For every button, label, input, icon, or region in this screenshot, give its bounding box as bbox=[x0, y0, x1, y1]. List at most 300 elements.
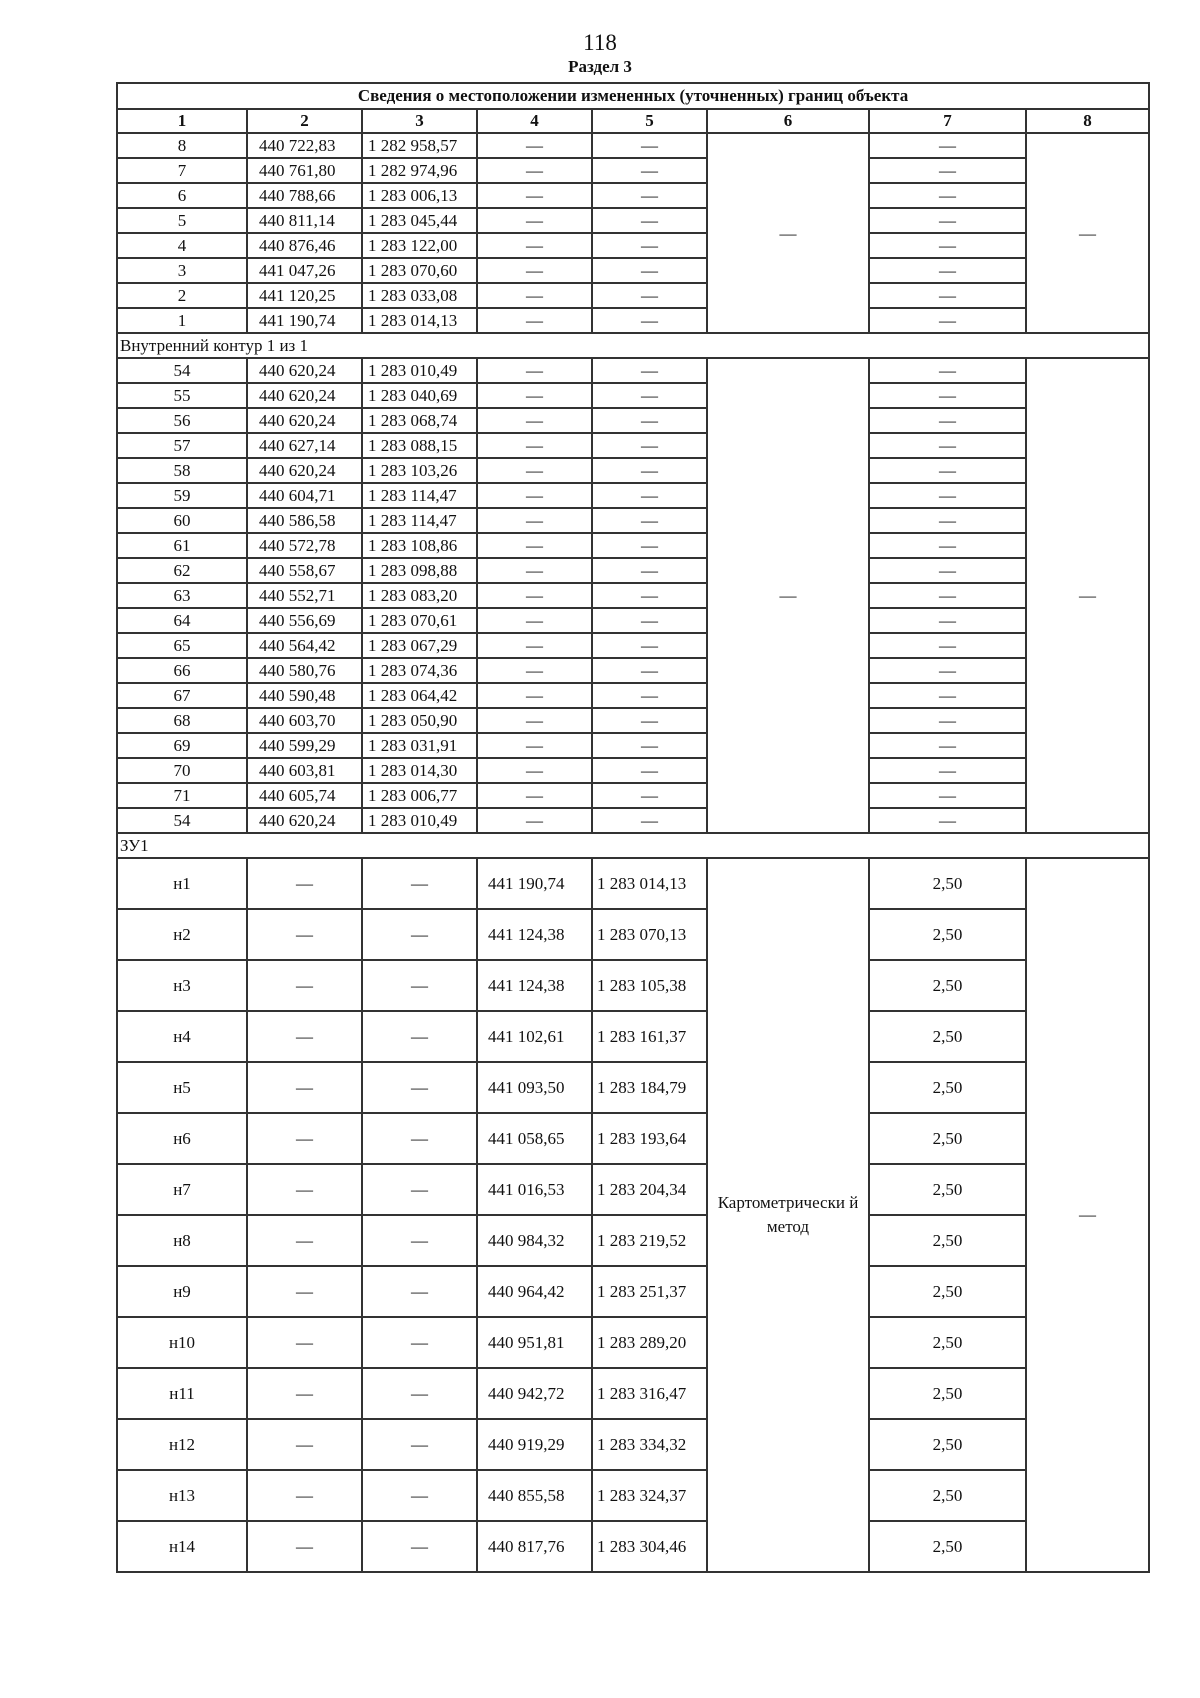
point-number: 63 bbox=[117, 583, 247, 608]
coord-y-existing: — bbox=[362, 1011, 477, 1062]
coord-y-refined: 1 283 316,47 bbox=[592, 1368, 707, 1419]
table-row bbox=[117, 658, 1149, 683]
coord-y-refined: — bbox=[592, 408, 707, 433]
accuracy-cell: — bbox=[869, 558, 1026, 583]
accuracy-cell: — bbox=[869, 683, 1026, 708]
coord-x-existing: — bbox=[247, 1419, 362, 1470]
coord-y-refined: — bbox=[592, 308, 707, 333]
point-number: 57 bbox=[117, 433, 247, 458]
table-row bbox=[117, 508, 1149, 533]
coord-x-existing: 440 876,46 bbox=[247, 233, 362, 258]
accuracy-cell: 2,50 bbox=[869, 1011, 1026, 1062]
coord-x-existing: — bbox=[247, 1011, 362, 1062]
table-row bbox=[117, 960, 1149, 1011]
point-number: 66 bbox=[117, 658, 247, 683]
coord-x-existing: 440 556,69 bbox=[247, 608, 362, 633]
table-row bbox=[117, 283, 1149, 308]
accuracy-cell: 2,50 bbox=[869, 1215, 1026, 1266]
coord-y-refined: — bbox=[592, 158, 707, 183]
coord-y-refined: 1 283 289,20 bbox=[592, 1317, 707, 1368]
coord-y-refined: — bbox=[592, 183, 707, 208]
coord-y-existing: 1 283 045,44 bbox=[362, 208, 477, 233]
coord-y-existing: — bbox=[362, 1521, 477, 1572]
point-number: н9 bbox=[117, 1266, 247, 1317]
coord-x-refined: — bbox=[477, 308, 592, 333]
coord-y-refined: 1 283 334,32 bbox=[592, 1419, 707, 1470]
section-row bbox=[117, 333, 1149, 358]
coord-x-existing: 440 620,24 bbox=[247, 808, 362, 833]
accuracy-cell: — bbox=[869, 808, 1026, 833]
table-row bbox=[117, 1266, 1149, 1317]
coord-y-existing: 1 283 068,74 bbox=[362, 408, 477, 433]
coord-x-existing: 440 627,14 bbox=[247, 433, 362, 458]
point-number: 1 bbox=[117, 308, 247, 333]
accuracy-cell: — bbox=[869, 708, 1026, 733]
coord-x-existing: 440 586,58 bbox=[247, 508, 362, 533]
column-header: 4 bbox=[477, 109, 592, 133]
coord-x-refined: — bbox=[477, 183, 592, 208]
coord-y-existing: 1 282 958,57 bbox=[362, 133, 477, 158]
coord-y-existing: — bbox=[362, 1368, 477, 1419]
coord-x-existing: 440 564,42 bbox=[247, 633, 362, 658]
coord-x-refined: 440 855,58 bbox=[477, 1470, 592, 1521]
coord-y-existing: 1 283 098,88 bbox=[362, 558, 477, 583]
coord-x-refined: — bbox=[477, 508, 592, 533]
coord-x-existing: — bbox=[247, 1113, 362, 1164]
table-row bbox=[117, 233, 1149, 258]
point-number: н13 bbox=[117, 1470, 247, 1521]
coord-y-refined: 1 283 193,64 bbox=[592, 1113, 707, 1164]
coord-x-refined: — bbox=[477, 533, 592, 558]
coord-x-existing: 440 620,24 bbox=[247, 383, 362, 408]
coord-y-existing: 1 283 006,77 bbox=[362, 783, 477, 808]
coord-x-refined: 440 919,29 bbox=[477, 1419, 592, 1470]
coord-x-existing: — bbox=[247, 909, 362, 960]
accuracy-cell: — bbox=[869, 233, 1026, 258]
coord-x-existing: — bbox=[247, 1215, 362, 1266]
coord-y-refined: — bbox=[592, 808, 707, 833]
accuracy-cell: 2,50 bbox=[869, 1368, 1026, 1419]
point-number: 68 bbox=[117, 708, 247, 733]
coord-x-refined: — bbox=[477, 408, 592, 433]
accuracy-cell: — bbox=[869, 383, 1026, 408]
coord-y-refined: — bbox=[592, 458, 707, 483]
table-row bbox=[117, 1368, 1149, 1419]
coord-y-existing: 1 283 070,60 bbox=[362, 258, 477, 283]
accuracy-cell: — bbox=[869, 533, 1026, 558]
table-row bbox=[117, 1062, 1149, 1113]
accuracy-cell: — bbox=[869, 458, 1026, 483]
coord-x-refined: 440 984,32 bbox=[477, 1215, 592, 1266]
coord-x-existing: 440 788,66 bbox=[247, 183, 362, 208]
coord-x-refined: — bbox=[477, 758, 592, 783]
accuracy-cell: 2,50 bbox=[869, 858, 1026, 909]
coord-x-existing: — bbox=[247, 1470, 362, 1521]
coord-x-existing: 440 603,70 bbox=[247, 708, 362, 733]
coord-y-refined: — bbox=[592, 608, 707, 633]
coord-x-existing: — bbox=[247, 1266, 362, 1317]
coord-y-existing: 1 283 070,61 bbox=[362, 608, 477, 633]
accuracy-cell: — bbox=[869, 733, 1026, 758]
table-row bbox=[117, 783, 1149, 808]
coord-y-existing: 1 283 050,90 bbox=[362, 708, 477, 733]
coord-x-existing: 440 558,67 bbox=[247, 558, 362, 583]
accuracy-cell: — bbox=[869, 358, 1026, 383]
coord-y-refined: — bbox=[592, 208, 707, 233]
coord-y-existing: 1 283 031,91 bbox=[362, 733, 477, 758]
coord-x-refined: 441 102,61 bbox=[477, 1011, 592, 1062]
accuracy-cell: — bbox=[869, 308, 1026, 333]
accuracy-cell: — bbox=[869, 258, 1026, 283]
coord-y-existing: — bbox=[362, 858, 477, 909]
coord-y-refined: — bbox=[592, 733, 707, 758]
accuracy-cell: 2,50 bbox=[869, 960, 1026, 1011]
coord-y-existing: 1 283 088,15 bbox=[362, 433, 477, 458]
coord-x-refined: — bbox=[477, 133, 592, 158]
coord-x-existing: 440 604,71 bbox=[247, 483, 362, 508]
coord-y-refined: — bbox=[592, 483, 707, 508]
coord-x-refined: — bbox=[477, 383, 592, 408]
coord-x-existing: — bbox=[247, 1164, 362, 1215]
coord-y-refined: 1 283 161,37 bbox=[592, 1011, 707, 1062]
coordinates-table bbox=[116, 82, 1150, 1573]
coord-y-refined: — bbox=[592, 708, 707, 733]
coord-x-refined: — bbox=[477, 208, 592, 233]
coord-x-refined: 440 942,72 bbox=[477, 1368, 592, 1419]
accuracy-cell: 2,50 bbox=[869, 1521, 1026, 1572]
table-row bbox=[117, 583, 1149, 608]
table-row bbox=[117, 1470, 1149, 1521]
note-cell: — bbox=[1026, 133, 1149, 333]
table-row bbox=[117, 533, 1149, 558]
table-row bbox=[117, 708, 1149, 733]
coord-x-refined: 441 016,53 bbox=[477, 1164, 592, 1215]
coord-x-existing: — bbox=[247, 960, 362, 1011]
coord-x-refined: — bbox=[477, 558, 592, 583]
table-row bbox=[117, 608, 1149, 633]
coord-y-existing: — bbox=[362, 909, 477, 960]
point-number: н10 bbox=[117, 1317, 247, 1368]
coord-x-refined: — bbox=[477, 483, 592, 508]
coord-y-refined: — bbox=[592, 508, 707, 533]
coord-x-refined: — bbox=[477, 583, 592, 608]
coord-x-refined: — bbox=[477, 708, 592, 733]
table-row bbox=[117, 258, 1149, 283]
point-number: 54 bbox=[117, 358, 247, 383]
coord-y-existing: — bbox=[362, 1317, 477, 1368]
coord-x-refined: — bbox=[477, 733, 592, 758]
coord-y-existing: 1 283 033,08 bbox=[362, 283, 477, 308]
contour-label: ЗУ1 bbox=[117, 833, 1149, 858]
coord-y-refined: — bbox=[592, 658, 707, 683]
coord-x-existing: 440 620,24 bbox=[247, 408, 362, 433]
coord-y-refined: 1 283 304,46 bbox=[592, 1521, 707, 1572]
coord-x-existing: 441 190,74 bbox=[247, 308, 362, 333]
table-row bbox=[117, 1419, 1149, 1470]
coord-x-refined: — bbox=[477, 633, 592, 658]
method-cell: — bbox=[707, 358, 869, 833]
point-number: н12 bbox=[117, 1419, 247, 1470]
coord-x-refined: 441 093,50 bbox=[477, 1062, 592, 1113]
coord-y-refined: — bbox=[592, 383, 707, 408]
coord-y-refined: — bbox=[592, 133, 707, 158]
coord-y-refined: 1 283 251,37 bbox=[592, 1266, 707, 1317]
coord-x-existing: 441 120,25 bbox=[247, 283, 362, 308]
point-number: 6 bbox=[117, 183, 247, 208]
coord-y-existing: 1 283 010,49 bbox=[362, 358, 477, 383]
point-number: 60 bbox=[117, 508, 247, 533]
point-number: 59 bbox=[117, 483, 247, 508]
coord-y-refined: — bbox=[592, 233, 707, 258]
point-number: 4 bbox=[117, 233, 247, 258]
table-row bbox=[117, 1011, 1149, 1062]
point-number: н6 bbox=[117, 1113, 247, 1164]
coord-x-refined: — bbox=[477, 808, 592, 833]
table-row bbox=[117, 1215, 1149, 1266]
accuracy-cell: 2,50 bbox=[869, 1062, 1026, 1113]
coord-y-existing: 1 283 083,20 bbox=[362, 583, 477, 608]
coord-x-refined: 440 817,76 bbox=[477, 1521, 592, 1572]
accuracy-cell: — bbox=[869, 433, 1026, 458]
coord-y-existing: 1 283 014,30 bbox=[362, 758, 477, 783]
accuracy-cell: — bbox=[869, 283, 1026, 308]
coord-x-refined: 441 124,38 bbox=[477, 909, 592, 960]
coord-x-existing: 440 620,24 bbox=[247, 358, 362, 383]
table-row bbox=[117, 483, 1149, 508]
coord-x-refined: 441 058,65 bbox=[477, 1113, 592, 1164]
table-row bbox=[117, 433, 1149, 458]
coord-y-refined: 1 283 070,13 bbox=[592, 909, 707, 960]
table-row bbox=[117, 558, 1149, 583]
table-row bbox=[117, 733, 1149, 758]
coord-y-refined: 1 283 105,38 bbox=[592, 960, 707, 1011]
accuracy-cell: — bbox=[869, 183, 1026, 208]
point-number: 62 bbox=[117, 558, 247, 583]
accuracy-cell: 2,50 bbox=[869, 1470, 1026, 1521]
coord-y-refined: 1 283 219,52 bbox=[592, 1215, 707, 1266]
table-row bbox=[117, 1164, 1149, 1215]
point-number: 58 bbox=[117, 458, 247, 483]
coord-x-existing: 440 590,48 bbox=[247, 683, 362, 708]
coord-y-refined: 1 283 014,13 bbox=[592, 858, 707, 909]
table-row bbox=[117, 808, 1149, 833]
coord-y-existing: 1 283 108,86 bbox=[362, 533, 477, 558]
accuracy-cell: — bbox=[869, 408, 1026, 433]
point-number: 56 bbox=[117, 408, 247, 433]
note-cell: — bbox=[1026, 858, 1149, 1572]
accuracy-cell: — bbox=[869, 758, 1026, 783]
table-row bbox=[117, 183, 1149, 208]
page-number: 118 bbox=[583, 30, 617, 55]
coord-y-refined: — bbox=[592, 758, 707, 783]
coord-y-existing: — bbox=[362, 1215, 477, 1266]
coord-y-refined: 1 283 324,37 bbox=[592, 1470, 707, 1521]
coord-x-refined: — bbox=[477, 458, 592, 483]
coord-x-refined: — bbox=[477, 658, 592, 683]
table-row bbox=[117, 909, 1149, 960]
method-cell: Картометрически й метод bbox=[707, 858, 869, 1572]
table-row bbox=[117, 683, 1149, 708]
coord-y-existing: — bbox=[362, 1113, 477, 1164]
coord-y-refined: — bbox=[592, 358, 707, 383]
coord-y-refined: — bbox=[592, 783, 707, 808]
coord-y-existing: 1 283 040,69 bbox=[362, 383, 477, 408]
point-number: 67 bbox=[117, 683, 247, 708]
accuracy-cell: 2,50 bbox=[869, 1113, 1026, 1164]
coord-y-refined: 1 283 184,79 bbox=[592, 1062, 707, 1113]
point-number: н5 bbox=[117, 1062, 247, 1113]
accuracy-cell: — bbox=[869, 608, 1026, 633]
coord-x-existing: 440 603,81 bbox=[247, 758, 362, 783]
accuracy-cell: — bbox=[869, 783, 1026, 808]
coord-y-existing: 1 283 067,29 bbox=[362, 633, 477, 658]
accuracy-cell: — bbox=[869, 133, 1026, 158]
coord-x-existing: 440 552,71 bbox=[247, 583, 362, 608]
coord-x-existing: 440 580,76 bbox=[247, 658, 362, 683]
point-number: 55 bbox=[117, 383, 247, 408]
coord-x-refined: — bbox=[477, 683, 592, 708]
section-row bbox=[117, 833, 1149, 858]
coord-y-existing: 1 283 014,13 bbox=[362, 308, 477, 333]
coord-x-existing: — bbox=[247, 1317, 362, 1368]
coord-x-existing: — bbox=[247, 858, 362, 909]
coord-y-existing: 1 283 010,49 bbox=[362, 808, 477, 833]
point-number: н3 bbox=[117, 960, 247, 1011]
coord-y-refined: — bbox=[592, 258, 707, 283]
coord-x-existing: 440 722,83 bbox=[247, 133, 362, 158]
coord-y-refined: — bbox=[592, 583, 707, 608]
coord-y-refined: — bbox=[592, 433, 707, 458]
accuracy-cell: — bbox=[869, 208, 1026, 233]
accuracy-cell: — bbox=[869, 658, 1026, 683]
table-row bbox=[117, 383, 1149, 408]
point-number: 65 bbox=[117, 633, 247, 658]
coord-y-existing: 1 283 074,36 bbox=[362, 658, 477, 683]
point-number: 64 bbox=[117, 608, 247, 633]
table-row bbox=[117, 1317, 1149, 1368]
accuracy-cell: 2,50 bbox=[869, 909, 1026, 960]
column-header: 2 bbox=[247, 109, 362, 133]
coord-y-existing: 1 283 006,13 bbox=[362, 183, 477, 208]
section-title: Раздел 3 bbox=[568, 57, 632, 76]
point-number: 5 bbox=[117, 208, 247, 233]
coord-x-refined: 440 964,42 bbox=[477, 1266, 592, 1317]
coord-x-existing: — bbox=[247, 1062, 362, 1113]
point-number: 54 bbox=[117, 808, 247, 833]
accuracy-cell: 2,50 bbox=[869, 1266, 1026, 1317]
point-number: н4 bbox=[117, 1011, 247, 1062]
point-number: 69 bbox=[117, 733, 247, 758]
column-header: 6 bbox=[707, 109, 869, 133]
accuracy-cell: — bbox=[869, 633, 1026, 658]
accuracy-cell: — bbox=[869, 158, 1026, 183]
table-row bbox=[117, 208, 1149, 233]
table-row bbox=[117, 308, 1149, 333]
coord-y-existing: — bbox=[362, 1419, 477, 1470]
coord-x-refined: — bbox=[477, 783, 592, 808]
column-header: 7 bbox=[869, 109, 1026, 133]
coord-x-existing: 440 761,80 bbox=[247, 158, 362, 183]
point-number: 2 bbox=[117, 283, 247, 308]
coord-x-refined: — bbox=[477, 258, 592, 283]
coord-x-refined: — bbox=[477, 233, 592, 258]
coord-x-existing: 440 599,29 bbox=[247, 733, 362, 758]
coord-y-existing: — bbox=[362, 1062, 477, 1113]
point-number: 3 bbox=[117, 258, 247, 283]
coord-x-refined: 441 124,38 bbox=[477, 960, 592, 1011]
accuracy-cell: 2,50 bbox=[869, 1419, 1026, 1470]
coord-y-existing: — bbox=[362, 1470, 477, 1521]
coord-y-existing: — bbox=[362, 1266, 477, 1317]
point-number: н1 bbox=[117, 858, 247, 909]
coord-x-existing: — bbox=[247, 1521, 362, 1572]
coord-y-refined: — bbox=[592, 558, 707, 583]
table-row bbox=[117, 1521, 1149, 1572]
table-row bbox=[117, 408, 1149, 433]
coord-x-existing: 440 605,74 bbox=[247, 783, 362, 808]
table-row bbox=[117, 758, 1149, 783]
table-row bbox=[117, 358, 1149, 383]
coord-y-existing: 1 283 114,47 bbox=[362, 508, 477, 533]
coord-y-refined: — bbox=[592, 633, 707, 658]
coord-x-existing: 440 620,24 bbox=[247, 458, 362, 483]
point-number: 8 bbox=[117, 133, 247, 158]
coord-y-existing: — bbox=[362, 1164, 477, 1215]
point-number: н11 bbox=[117, 1368, 247, 1419]
table-row bbox=[117, 1113, 1149, 1164]
accuracy-cell: — bbox=[869, 508, 1026, 533]
coord-y-existing: — bbox=[362, 960, 477, 1011]
table-row bbox=[117, 633, 1149, 658]
coord-y-existing: 1 283 103,26 bbox=[362, 458, 477, 483]
coord-x-refined: 441 190,74 bbox=[477, 858, 592, 909]
coord-x-refined: — bbox=[477, 608, 592, 633]
coord-y-existing: 1 282 974,96 bbox=[362, 158, 477, 183]
table-caption: Сведения о местоположении измененных (уточненных) границ объекта bbox=[117, 83, 1149, 109]
table-body bbox=[117, 133, 1149, 1572]
header-row bbox=[117, 109, 1149, 133]
point-number: н2 bbox=[117, 909, 247, 960]
contour-label: Внутренний контур 1 из 1 bbox=[117, 333, 1149, 358]
point-number: 61 bbox=[117, 533, 247, 558]
point-number: н8 bbox=[117, 1215, 247, 1266]
point-number: 7 bbox=[117, 158, 247, 183]
coord-x-existing: 440 572,78 bbox=[247, 533, 362, 558]
coord-x-refined: — bbox=[477, 158, 592, 183]
accuracy-cell: 2,50 bbox=[869, 1164, 1026, 1215]
point-number: 71 bbox=[117, 783, 247, 808]
coord-x-existing: 440 811,14 bbox=[247, 208, 362, 233]
method-cell: — bbox=[707, 133, 869, 333]
coord-y-refined: — bbox=[592, 283, 707, 308]
point-number: н7 bbox=[117, 1164, 247, 1215]
column-header: 1 bbox=[117, 109, 247, 133]
point-number: 70 bbox=[117, 758, 247, 783]
point-number: н14 bbox=[117, 1521, 247, 1572]
coord-x-refined: 440 951,81 bbox=[477, 1317, 592, 1368]
coord-y-refined: 1 283 204,34 bbox=[592, 1164, 707, 1215]
accuracy-cell: — bbox=[869, 583, 1026, 608]
coord-x-refined: — bbox=[477, 358, 592, 383]
coord-x-existing: — bbox=[247, 1368, 362, 1419]
coord-y-existing: 1 283 064,42 bbox=[362, 683, 477, 708]
column-header: 8 bbox=[1026, 109, 1149, 133]
coord-y-refined: — bbox=[592, 533, 707, 558]
column-header: 3 bbox=[362, 109, 477, 133]
coord-x-existing: 441 047,26 bbox=[247, 258, 362, 283]
column-header: 5 bbox=[592, 109, 707, 133]
coord-x-refined: — bbox=[477, 283, 592, 308]
